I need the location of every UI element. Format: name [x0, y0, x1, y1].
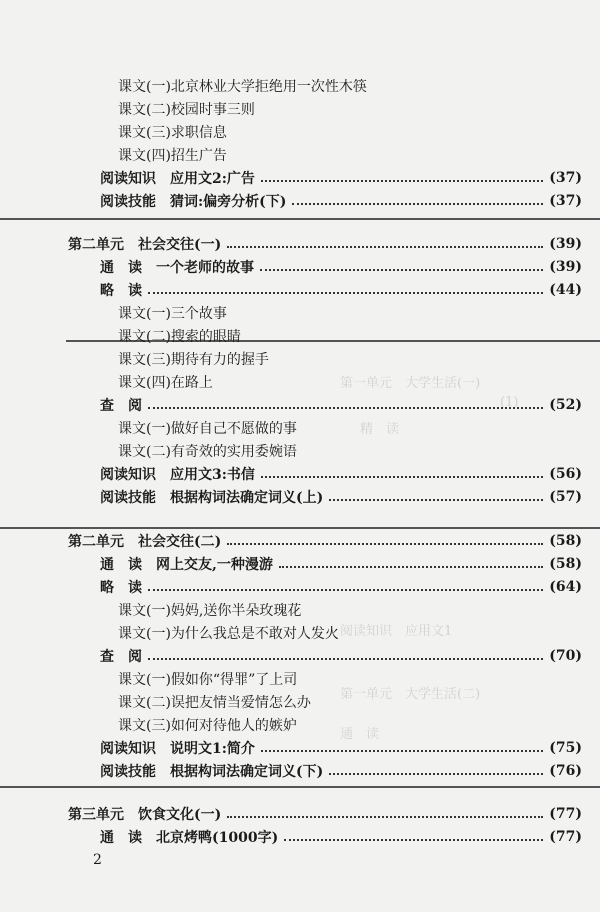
toc-entry: [118, 121, 582, 143]
toc-entry-label: 第二单元 社会交往(二): [68, 534, 222, 550]
toc-entry-label: 课文(一)北京林业大学拒绝用一次性木筷: [118, 79, 367, 95]
toc-entry: [100, 463, 582, 485]
toc-entry: [118, 144, 582, 166]
toc-unit-heading: [68, 803, 582, 825]
toc-unit-heading: [68, 530, 582, 552]
toc-entry-label: 课文(二)校园时事三则: [118, 102, 255, 118]
toc-entry-label: 阅读知识 说明文1:简介: [100, 741, 255, 757]
toc-entry: [118, 599, 582, 621]
toc-entry-page: (39): [549, 236, 582, 252]
toc-entry: [118, 668, 582, 690]
toc-entry-label: 略 读: [100, 580, 142, 596]
toc-entry-label: 课文(四)招生广告: [118, 148, 227, 164]
toc-entry: [118, 714, 582, 736]
toc-entry-label: 课文(三)求职信息: [118, 125, 227, 141]
toc-entry-label: 课文(三)如何对待他人的嫉妒: [118, 718, 297, 734]
toc-entry-label: 阅读知识 应用文3:书信: [100, 467, 255, 483]
toc-entry-page: (58): [549, 533, 582, 549]
toc-entry-label: 阅读技能 猜词:偏旁分析(下): [100, 194, 287, 210]
section-rule: [0, 527, 600, 529]
toc-entry-page: (56): [549, 466, 582, 482]
toc-entry: [100, 737, 582, 759]
toc-entry: [118, 325, 582, 347]
section-rule: [0, 218, 600, 220]
toc-entry: [100, 167, 582, 189]
toc-entry-label: 查 阅: [100, 649, 142, 665]
toc-entry-page: (76): [549, 763, 582, 779]
bleed-through-text: 通 读: [340, 727, 380, 742]
toc-entry-label: 课文(一)妈妈,送你半朵玫瑰花: [118, 603, 302, 619]
toc-entry: [118, 348, 582, 370]
toc-entry-page: (44): [549, 282, 582, 298]
toc-entry-label: 通 读 一个老师的故事: [100, 260, 254, 276]
toc-entry: [118, 691, 582, 713]
toc-entry: [100, 760, 582, 782]
toc-entry: [118, 98, 582, 120]
toc-entry: [118, 622, 582, 644]
toc-entry-label: 阅读知识 应用文2:广告: [100, 171, 255, 187]
toc-entry: [100, 394, 582, 416]
bleed-through-text: 精 读: [360, 422, 400, 437]
toc-entry-label: 第三单元 饮食文化(一): [68, 807, 222, 823]
toc-entry-page: (37): [549, 170, 582, 186]
toc-entry-label: 课文(二)有奇效的实用委婉语: [118, 444, 297, 460]
toc-entry-page: (64): [549, 579, 582, 595]
toc-entry-page: (58): [549, 556, 582, 572]
toc-entry-label: 阅读技能 根据构词法确定词义(上): [100, 490, 324, 506]
toc-entry: [118, 371, 582, 393]
toc-entry: [100, 486, 582, 508]
toc-unit-heading: [68, 233, 582, 255]
toc-entry-page: (77): [549, 806, 582, 822]
toc-entry: [100, 576, 582, 598]
bleed-through-text: (1): [500, 395, 519, 410]
toc-entry: [100, 645, 582, 667]
toc-entry-page: (77): [549, 829, 582, 845]
toc-entry-page: (37): [549, 193, 582, 209]
toc-entry-label: 阅读技能 根据构词法确定词义(下): [100, 764, 324, 780]
toc-entry-label: 略 读: [100, 283, 142, 299]
toc-entry-page: (39): [549, 259, 582, 275]
toc-entry-label: 课文(二)误把友情当爱情怎么办: [118, 695, 311, 711]
toc-entry-page: (52): [549, 397, 582, 413]
toc-entry-label: 第二单元 社会交往(一): [68, 237, 222, 253]
toc-entry: [100, 279, 582, 301]
toc-entry-label: 课文(四)在路上: [118, 375, 213, 391]
toc-entry-page: (75): [549, 740, 582, 756]
toc-entry-label: 课文(一)为什么我总是不敢对人发火: [118, 626, 339, 642]
toc-entry: [118, 302, 582, 324]
toc-entry-page: (70): [549, 648, 582, 664]
toc-entry-label: 课文(二)搜索的眼睛: [118, 329, 241, 345]
toc-entry-label: 课文(一)三个故事: [118, 306, 227, 322]
page-number: 2: [93, 852, 102, 868]
toc-entry: [118, 440, 582, 462]
bleed-through-text: 阅读知识 应用文1: [340, 624, 453, 639]
toc-entry-label: 查 阅: [100, 398, 142, 414]
toc-entry-label: 课文(一)假如你“得罪”了上司: [118, 672, 298, 688]
toc-entry-label: 通 读 网上交友,一种漫游: [100, 557, 273, 573]
toc-entry: [118, 75, 582, 97]
toc-entry: [118, 417, 582, 439]
toc-entry-label: 课文(一)做好自己不愿做的事: [118, 421, 297, 437]
bleed-through-text: 第一单元 大学生活(二): [340, 687, 481, 702]
toc-entry: [100, 256, 582, 278]
toc-entry-page: (57): [549, 489, 582, 505]
toc-entry-label: 通 读 北京烤鸭(1000字): [100, 830, 279, 846]
bleed-through-text: 第一单元 大学生活(一): [340, 376, 481, 391]
toc-entry-label: 课文(三)期待有力的握手: [118, 352, 269, 368]
toc-entry: [100, 826, 582, 848]
toc-entry: [100, 553, 582, 575]
section-rule: [0, 786, 600, 788]
toc-entry: [100, 190, 582, 212]
